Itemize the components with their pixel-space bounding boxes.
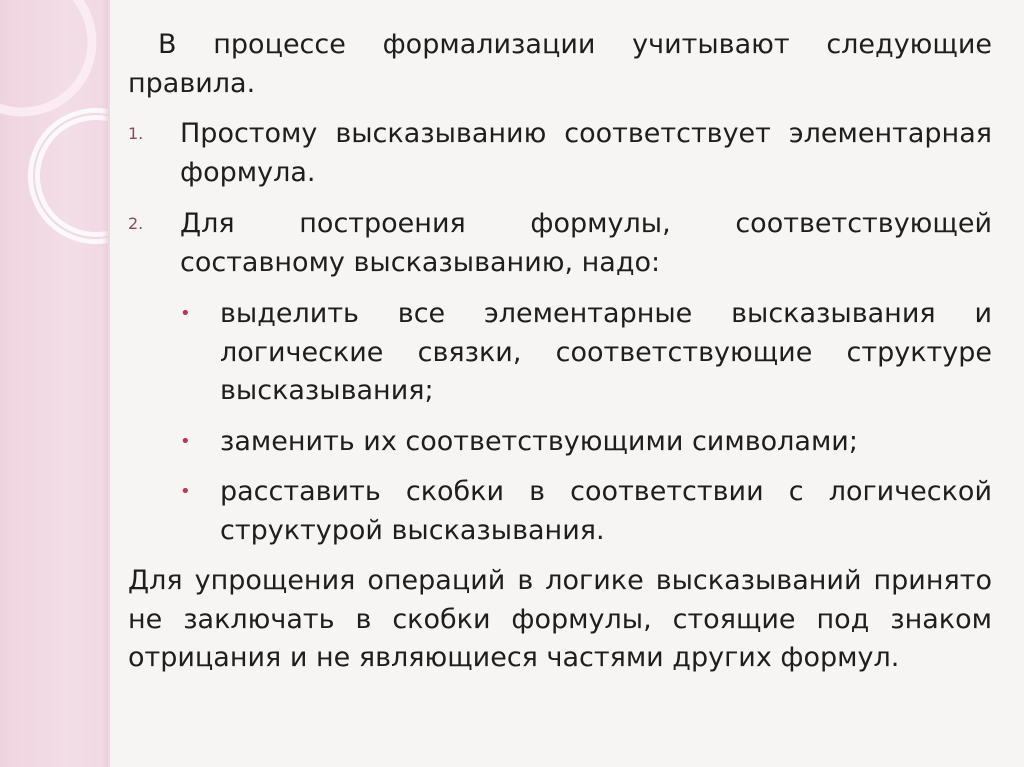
- sub-item-1: [128, 295, 992, 411]
- rule-number: 1.: [128, 124, 144, 143]
- sub-item-text: заменить их соответствующими символами;: [220, 425, 858, 457]
- decorative-side-band: [0, 0, 108, 767]
- sub-item-3: [128, 473, 992, 550]
- decorative-rings-icon: [0, 0, 108, 300]
- sub-item-text: выделить все элементарные высказывания и логические связки, соответствующие структуре высказывания;: [220, 298, 992, 406]
- sub-item-2: [128, 423, 992, 462]
- rule-number: 2.: [128, 214, 144, 233]
- bullet-icon: •: [180, 430, 191, 452]
- closing-paragraph: Для упрощения операций в логике высказываний принято не заключать в скобки формулы, стоящие под знаком отрицания и не являющиеся частями других формул.: [128, 565, 992, 673]
- intro-paragraph: В процессе формализации учитывают следующие правила.: [128, 29, 992, 99]
- rule-text: Для построения формулы, соответствующей составному высказыванию, надо:: [180, 208, 992, 278]
- rule-text: Простому высказыванию соответствует элементарная формула.: [180, 118, 992, 188]
- slide-body: [128, 26, 992, 678]
- band-divider: [108, 0, 110, 767]
- rule-item-2: [128, 205, 992, 282]
- rule-item-1: [128, 115, 992, 192]
- bullet-icon: •: [180, 481, 191, 502]
- sub-item-text: расставить скобки в соответствии с логической структурой высказывания.: [220, 476, 992, 546]
- bullet-icon: •: [180, 303, 191, 324]
